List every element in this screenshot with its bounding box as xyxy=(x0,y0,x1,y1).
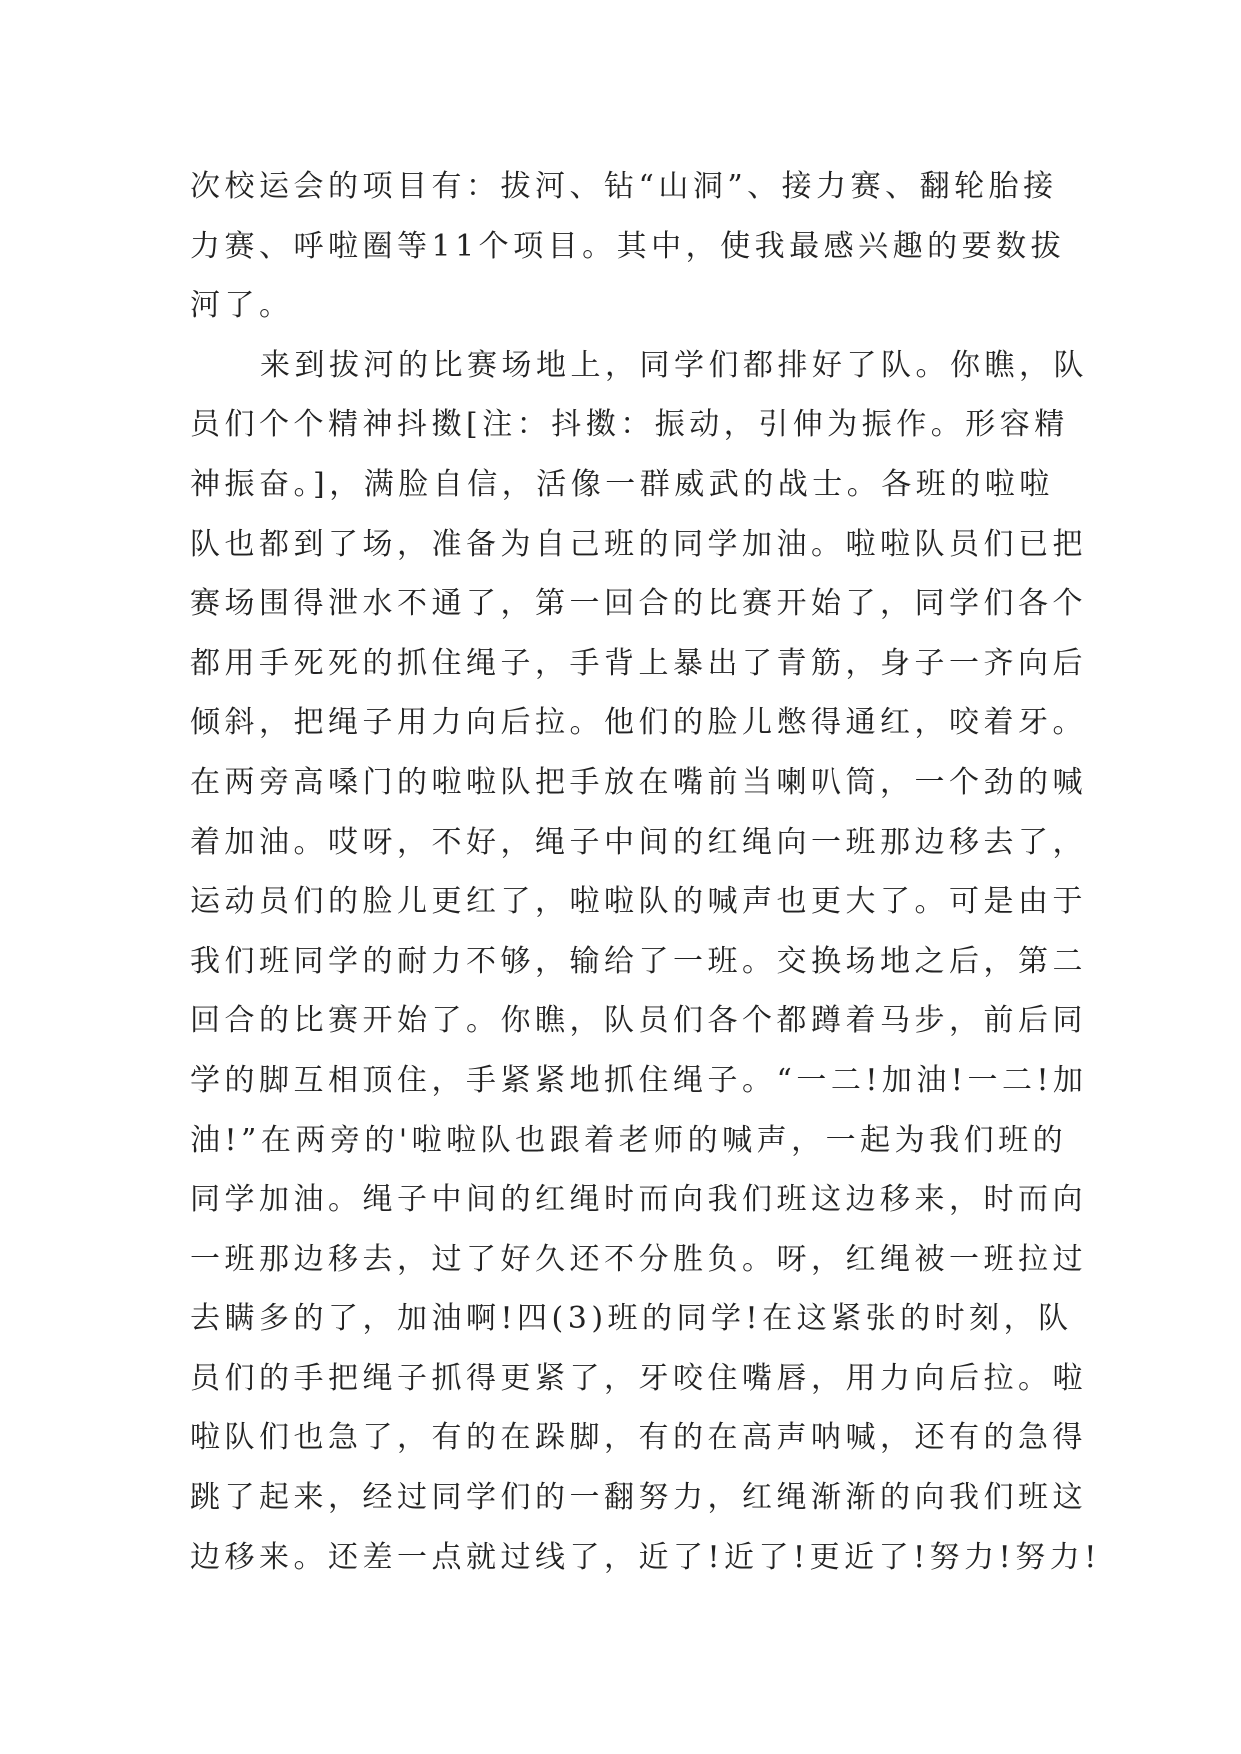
text-line: 我们班同学的耐力不够，输给了一班。交换场地之后，第二 xyxy=(190,943,1087,979)
text-line: 边移来。还差一点就过线了，近了!近了!更近了!努力!努力! xyxy=(190,1539,1101,1575)
text-line: 河了。 xyxy=(190,288,294,324)
text-line: 着加油。哎呀，不好，绳子中间的红绳向一班那边移去了， xyxy=(190,824,1087,860)
text-line: 赛场围得泄水不通了，第一回合的比赛开始了，同学们各个 xyxy=(190,586,1087,622)
text-line: 油!”在两旁的'啦啦队也跟着老师的喊声，一起为我们班的 xyxy=(190,1122,1068,1158)
text-line: 啦队们也急了，有的在跺脚，有的在高声呐喊，还有的急得 xyxy=(190,1420,1087,1456)
text-line: 同学加油。绳子中间的红绳时而向我们班这边移来，时而向 xyxy=(190,1182,1087,1218)
text-line: 员们个个精神抖擞[注：抖擞：振动，引伸为振作。形容精 xyxy=(190,407,1069,443)
paragraph-2 xyxy=(190,336,1101,1587)
text-line: 队也都到了场，准备为自己班的同学加油。啦啦队员们已把 xyxy=(190,526,1087,562)
text-line: 一班那边移去，过了好久还不分胜负。呀，红绳被一班拉过 xyxy=(190,1241,1087,1277)
text-line: 跳了起来，经过同学们的一翻努力，红绳渐渐的向我们班这 xyxy=(190,1480,1087,1516)
text-line: 都用手死死的抓住绳子，手背上暴出了青筋，身子一齐向后 xyxy=(190,645,1087,681)
text-line: 员们的手把绳子抓得更紧了，牙咬住嘴唇，用力向后拉。啦 xyxy=(190,1360,1087,1396)
text-line: 运动员们的脸儿更红了，啦啦队的喊声也更大了。可是由于 xyxy=(190,884,1087,920)
text-line: 学的脚互相顶住，手紧紧地抓住绳子。“一二!加油!一二!加 xyxy=(190,1062,1088,1098)
text-line: 神振奋。]，满脸自信，活像一群威武的战士。各班的啦啦 xyxy=(190,466,1054,502)
text-line: 次校运会的项目有：拔河、钻“山洞”、接力赛、翻轮胎接 xyxy=(190,169,1058,204)
text-line: 倾斜，把绳子用力向后拉。他们的脸儿憋得通红，咬着牙。 xyxy=(190,705,1087,741)
text-line: 来到拔河的比赛场地上，同学们都排好了队。你瞧，队 xyxy=(260,347,1088,383)
text-line: 去瞒多的了，加油啊!四(3)班的同学!在这紧张的时刻，队 xyxy=(190,1301,1073,1337)
text-line: 回合的比赛开始了。你瞧，队员们各个都蹲着马步，前后同 xyxy=(190,1003,1087,1039)
body-text xyxy=(190,157,1101,1587)
text-line: 在两旁高嗓门的啦啦队把手放在嘴前当喇叭筒，一个劲的喊 xyxy=(190,764,1087,800)
text-line: 力赛、呼啦圈等11个项目。其中，使我最感兴趣的要数拔 xyxy=(190,228,1066,264)
paragraph-1 xyxy=(190,157,1070,336)
